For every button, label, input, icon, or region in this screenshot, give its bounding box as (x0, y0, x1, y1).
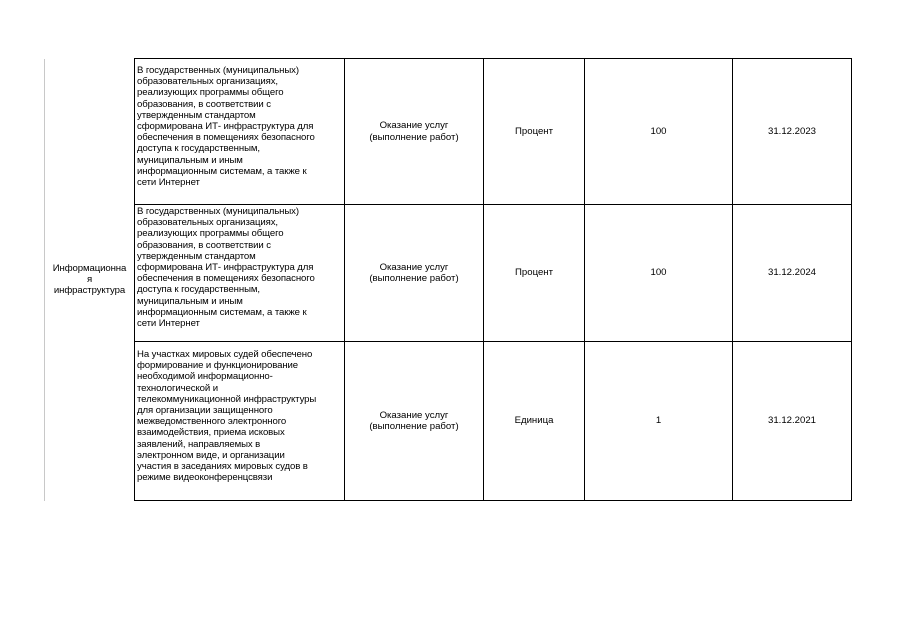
description-cell: На участках мировых судей обеспечено формирование и функционирование необходимой информационно- технологической и телекоммуникационной инфраструктуры для организации защищенного межведомственного электронного взаимодействия, приема исковых заявлений, направляемых в электронном виде, и организации участия в заседаниях мировых судов в режиме видеоконференцсвязи (135, 342, 345, 501)
table-row (45, 342, 852, 501)
date-cell: 31.12.2023 (733, 59, 852, 205)
value-cell: 1 (585, 342, 733, 501)
category-label: Информационна я инфраструктура (52, 262, 127, 297)
unit-cell: Процент (484, 205, 585, 342)
results-table (44, 58, 852, 501)
service-type-cell: Оказание услуг (выполнение работ) (345, 205, 484, 342)
table-row (45, 59, 852, 205)
date-cell: 31.12.2021 (733, 342, 852, 501)
unit-cell: Процент (484, 59, 585, 205)
description-cell: В государственных (муниципальных) образовательных организациях, реализующих программы общего образования, в соответствии с утвержденным стандартом сформирована ИТ- инфраструктура для обеспечения в помещениях безопасного доступа к государственным, муниципальным и иным информационным системам, а также к сети Интернет (135, 59, 345, 205)
category-cell (45, 59, 135, 501)
value-cell: 100 (585, 205, 733, 342)
date-cell: 31.12.2024 (733, 205, 852, 342)
service-type-cell: Оказание услуг (выполнение работ) (345, 342, 484, 501)
service-type-cell: Оказание услуг (выполнение работ) (345, 59, 484, 205)
unit-cell: Единица (484, 342, 585, 501)
table-row (45, 205, 852, 342)
value-cell: 100 (585, 59, 733, 205)
description-cell: В государственных (муниципальных) образовательных организациях, реализующих программы общего образования, в соответствии с утвержденным стандартом сформирована ИТ- инфраструктура для обеспечения в помещениях безопасного доступа к государственным, муниципальным и иным информационным системам, а также к сети Интернет (135, 205, 345, 342)
